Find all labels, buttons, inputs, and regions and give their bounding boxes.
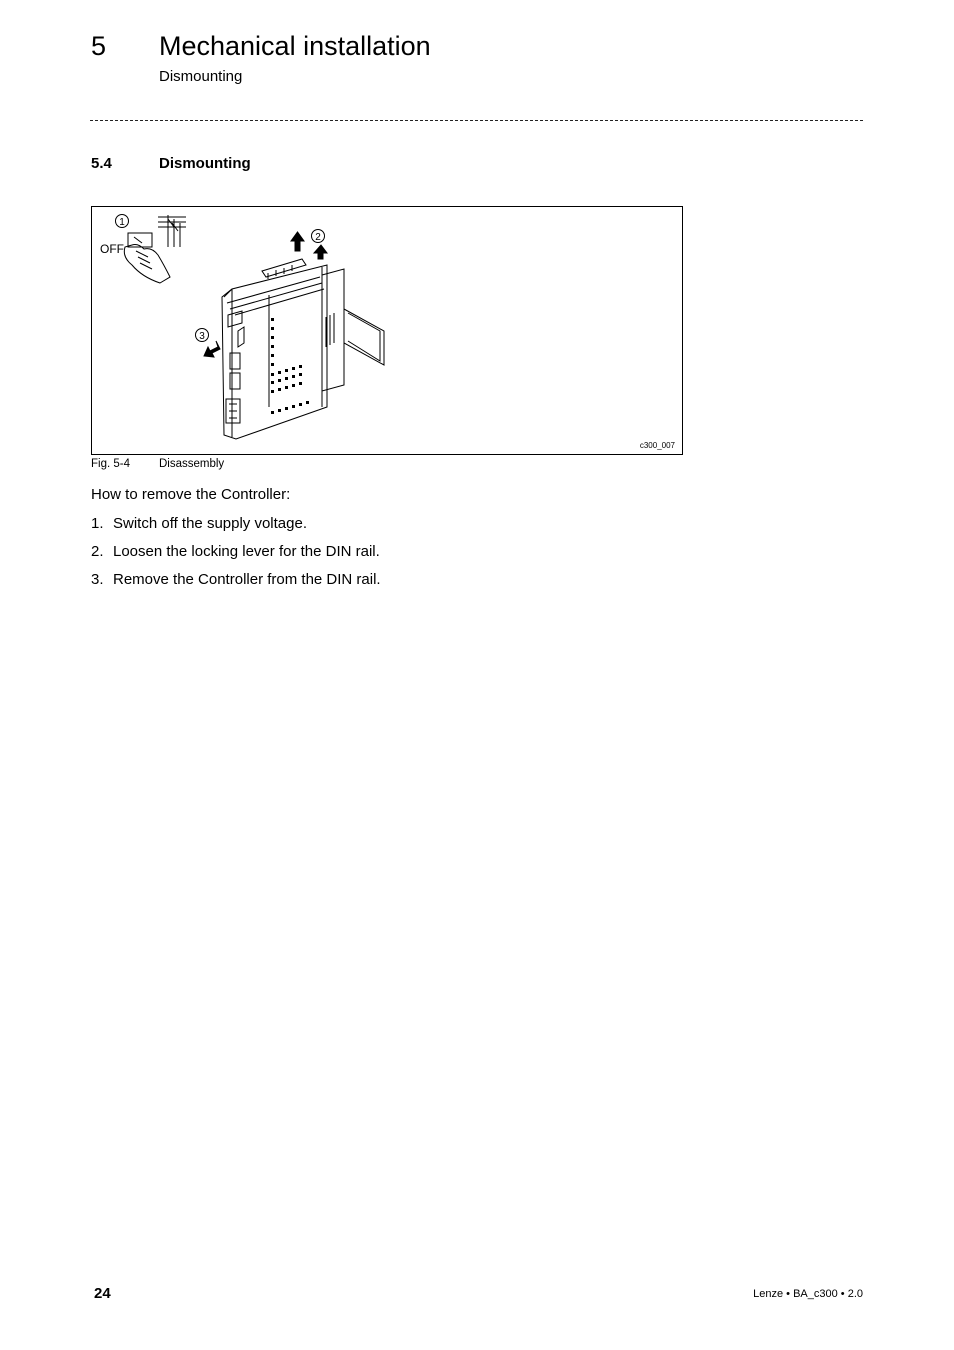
page-number: 24 — [94, 1285, 111, 1302]
list-item-text: Loosen the locking lever for the DIN rail. — [113, 543, 380, 560]
chapter-title: Mechanical installation — [159, 31, 431, 61]
off-label: OFF — [100, 242, 124, 256]
arrow-left-icon — [204, 341, 220, 357]
list-item — [91, 515, 307, 533]
disassembly-illustration — [92, 207, 682, 454]
hand-icon — [124, 245, 170, 284]
step1-label: 1 — [119, 217, 125, 228]
arrow-up-icon — [291, 232, 304, 251]
header-divider — [90, 120, 863, 121]
arrow-up-icon — [314, 245, 327, 259]
din-rail — [322, 269, 384, 391]
status-leds — [271, 318, 309, 414]
list-item — [91, 571, 381, 589]
step2-label: 2 — [315, 232, 321, 243]
section-title: Dismounting — [159, 155, 251, 172]
figure-caption-text: Disassembly — [159, 458, 225, 470]
step3-label: 3 — [199, 331, 205, 342]
section-number: 5.4 — [91, 155, 112, 172]
chapter-subtitle: Dismounting — [159, 68, 243, 85]
list-item-text: Remove the Controller from the DIN rail. — [113, 571, 381, 588]
controller-device — [222, 259, 327, 439]
figure-disassembly — [91, 206, 683, 455]
list-item-number: 3. — [91, 571, 104, 588]
footer-doc-info: Lenze • BA_c300 • 2.0 — [753, 1288, 863, 1300]
figure-caption-label: Fig. 5-4 — [91, 458, 130, 470]
list-item-number: 2. — [91, 543, 104, 560]
intro-text: How to remove the Controller: — [91, 486, 291, 503]
chapter-number: 5 — [91, 31, 107, 61]
list-item-number: 1. — [91, 515, 104, 532]
list-item — [91, 543, 380, 561]
list-item-text: Switch off the supply voltage. — [113, 515, 308, 532]
circuit-breaker-icon — [158, 215, 186, 247]
figure-code: c300_007 — [639, 441, 675, 450]
